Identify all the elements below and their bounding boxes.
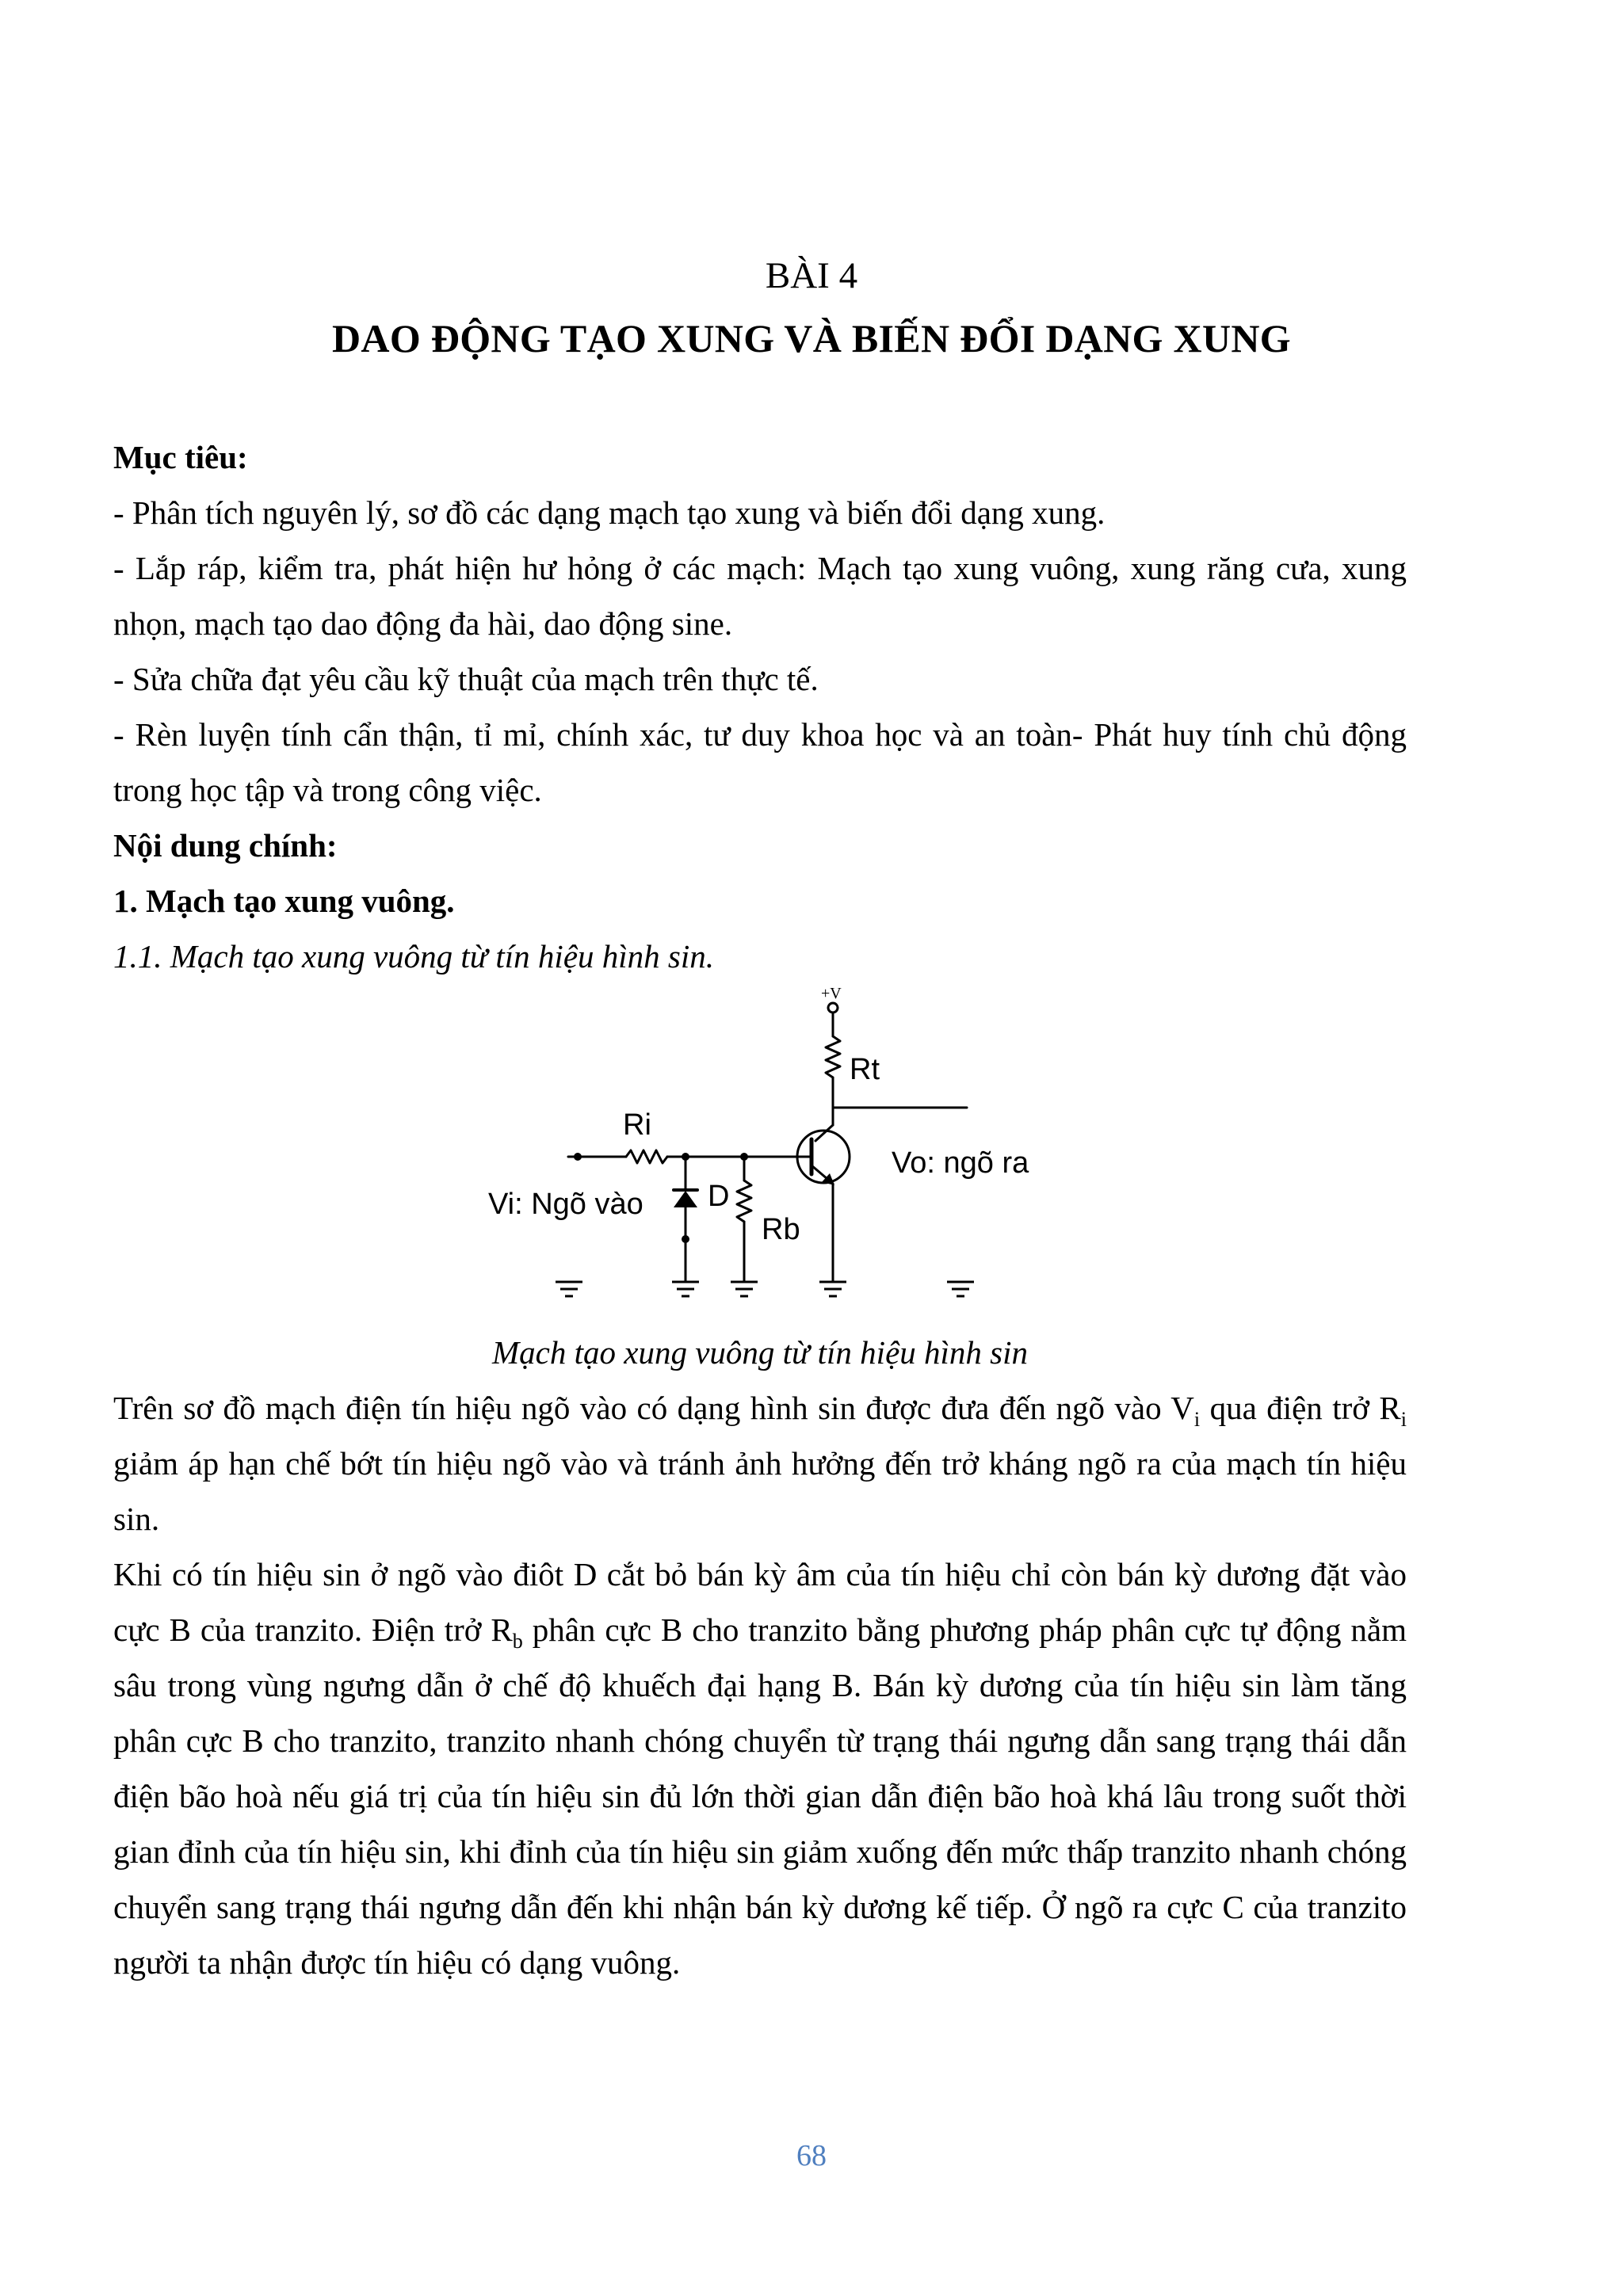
vplus-terminal-icon	[828, 1003, 838, 1013]
ground-icon	[819, 1282, 846, 1296]
objective-item: - Lắp ráp, kiểm tra, phát hiện hư hỏng ở các mạch: Mạch tạo xung vuông, xung răng cưa, xung nhọn, mạch tạo dao động đa hài, dao động sine.	[113, 550, 1407, 642]
lesson-number: BÀI 4	[765, 255, 858, 296]
rb-resistor-icon	[737, 1180, 751, 1222]
ground-icon	[672, 1282, 699, 1296]
rt-label: Rt	[850, 1053, 880, 1086]
objective-item: - Phân tích nguyên lý, sơ đồ các dạng mạch tạo xung và biến đổi dạng xung.	[113, 494, 1106, 531]
rb-label: Rb	[762, 1213, 800, 1246]
content-heading: Nội dung chính:	[113, 827, 338, 864]
section-heading: 1. Mạch tạo xung vuông.	[113, 883, 455, 919]
diode-icon	[674, 1191, 697, 1207]
figure-caption: Mạch tạo xung vuông từ tín hiệu hình sin	[492, 1334, 1028, 1371]
objective-item: - Rèn luyện tính cẩn thận, tỉ mỉ, chính xác, tư duy khoa học và an toàn- Phát huy tính chủ động trong học tập và trong công việc.	[113, 716, 1407, 808]
paragraph-2: Khi có tín hiệu sin ở ngõ vào điôt D cắt bỏ bán kỳ âm của tín hiệu chỉ còn bán kỳ dương đặt vào cực B của tranzito. Điện trở $R_b$ phân cực B cho tranzito bằng phương pháp phân cực tự động nằm sâu trong vùng ngưng dẫn ở chế độ khuếch đại hạng B. Bán kỳ dương của tín hiệu sin làm tăng phân cực B cho tranzito, tranzito nhanh chóng chuyển từ trạng thái ngưng dẫn sang trạng thái dẫn điện bão hoà nếu giá trị của tín hiệu sin đủ lớn thời gian dẫn điện bão hoà khá lâu trong suốt thời gian đỉnh của tín hiệu sin, khi đỉnh của tín hiệu sin giảm xuống đến mức thấp tranzito nhanh chóng chuyển sang trạng thái ngưng dẫn đến khi nhận bán kỳ dương kế tiếp. Ở ngõ ra cực C của tranzito người ta nhận được tín hiệu có dạng vuông.	[113, 1556, 1407, 1981]
ground-icon	[556, 1282, 582, 1296]
lesson-title: DAO ĐỘNG TẠO XUNG VÀ BIẾN ĐỔI DẠNG XUNG	[332, 316, 1291, 360]
ri-resistor-icon	[626, 1150, 667, 1163]
objective-item: - Sửa chữa đạt yêu cầu kỹ thuật của mạch trên thực tế.	[113, 661, 819, 697]
objectives-heading: Mục tiêu:	[113, 439, 248, 475]
paragraph-1: Trên sơ đồ mạch điện tín hiệu ngõ vào có dạng hình sin được đưa đến ngõ vào $V_i$ qua điện trở $R_i$ giảm áp hạn chế bớt tín hiệu ngõ vào và tránh ảnh hưởng đến trở kháng ngõ ra của mạch tín hiệu sin.	[113, 1390, 1407, 1537]
vo-label: Vo: ngõ ra	[892, 1146, 1029, 1180]
d-label: D	[708, 1180, 730, 1213]
vplus-label: +V	[821, 985, 842, 1002]
ri-label: Ri	[623, 1108, 651, 1142]
body-text	[113, 429, 1407, 1990]
subsection-heading: 1.1. Mạch tạo xung vuông từ tín hiệu hình sin.	[113, 938, 714, 974]
ground-icon	[947, 1282, 974, 1296]
circuit-figure	[113, 984, 1407, 1325]
ground-icon	[731, 1282, 758, 1296]
page-number: 68	[796, 2139, 827, 2172]
vi-label: Vi: Ngõ vào	[488, 1188, 643, 1221]
circuit-diagram	[113, 984, 1407, 1325]
rt-resistor-icon	[826, 1036, 840, 1077]
